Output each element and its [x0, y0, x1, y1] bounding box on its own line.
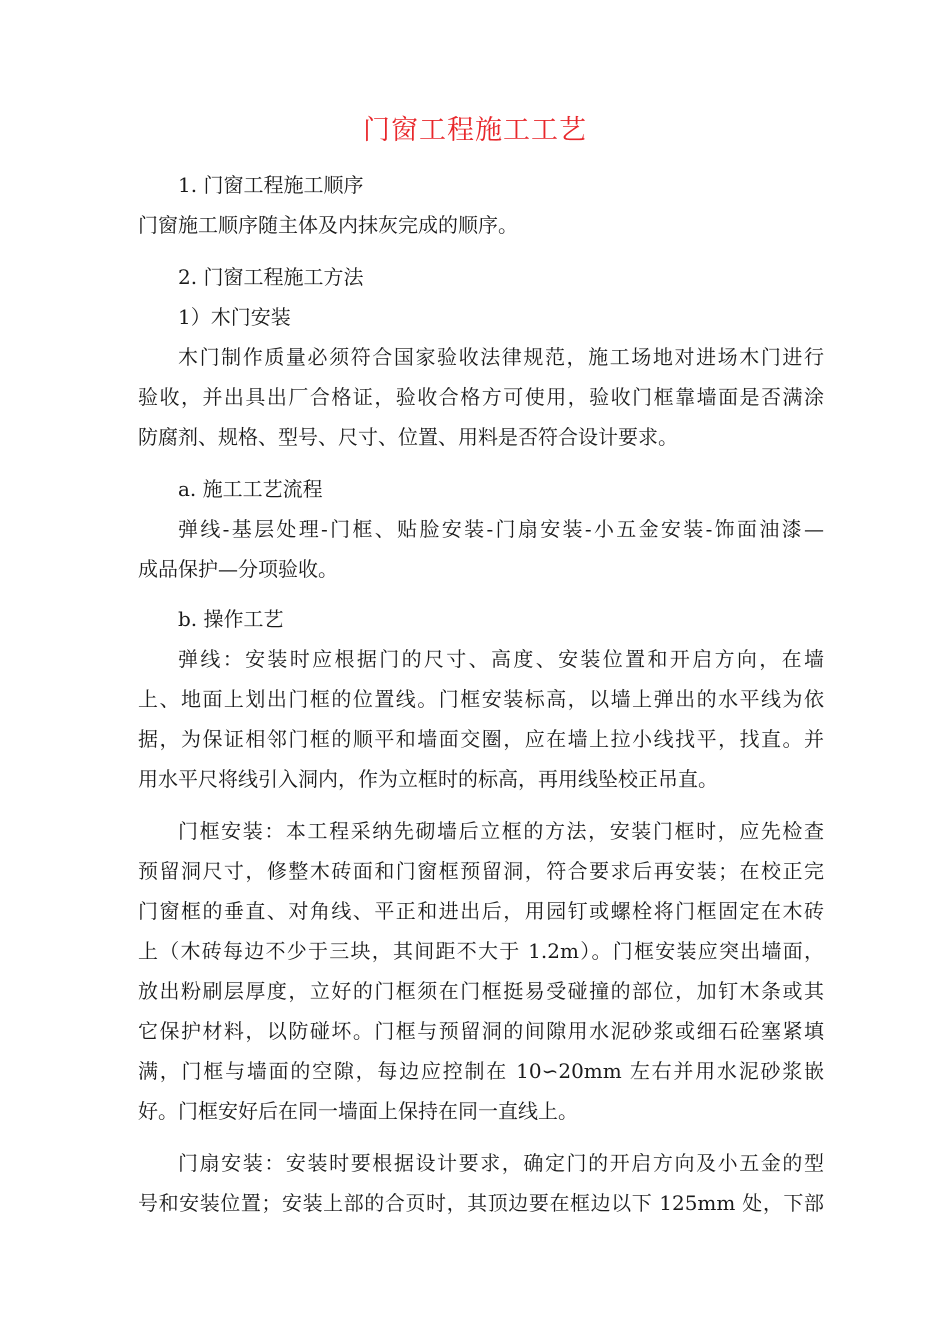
- paragraph-line: 木门制作质量必须符合国家验收法律规范，施工场地对进场木门进行: [178, 345, 824, 369]
- paragraph-line: 门扇安装：安装时要根据设计要求，确定门的开启方向及小五金的型: [178, 1151, 824, 1175]
- section-2-heading: 2. 门窗工程施工方法: [178, 265, 364, 289]
- paragraph-line: 弹线：安装时应根据门的尺寸、高度、安装位置和开启方向，在墙: [178, 647, 824, 671]
- section-1-text: 门窗施工顺序随主体及内抹灰完成的顺序。: [138, 213, 518, 237]
- subsection-wood-door: 1）木门安装: [178, 305, 291, 329]
- paragraph-line: 门框安装：本工程采纳先砌墙后立框的方法，安装门框时，应先检查: [178, 819, 824, 843]
- paragraph-line: 号和安装位置；安装上部的合页时，其顶边要在框边以下 125mm 处，下部: [138, 1191, 824, 1215]
- paragraph-line: 门窗框的垂直、对角线、平正和进出后，用园钉或螺栓将门框固定在木砖: [138, 899, 824, 923]
- item-b-heading: b. 操作工艺: [178, 607, 284, 631]
- paragraph-line: 放出粉刷层厚度，立好的门框须在门框挺易受碰撞的部位，加钉木条或其: [138, 979, 824, 1003]
- paragraph-line: 用水平尺将线引入洞内，作为立框时的标高，再用线坠校正吊直。: [138, 767, 718, 791]
- paragraph-line: 成品保护—分项验收。: [138, 557, 338, 581]
- page-title: 门窗工程施工工艺: [363, 115, 587, 146]
- section-1-heading: 1. 门窗工程施工顺序: [178, 173, 364, 197]
- paragraph-line: 防腐剂、规格、型号、尺寸、位置、用料是否符合设计要求。: [138, 425, 678, 449]
- paragraph-line: 它保护材料，以防碰坏。门框与预留洞的间隙用水泥砂浆或细石砼塞紧填: [138, 1019, 824, 1043]
- paragraph-line: 预留洞尺寸，修整木砖面和门窗框预留洞，符合要求后再安装；在校正完: [138, 859, 824, 883]
- paragraph-line: 上、地面上划出门框的位置线。门框安装标高，以墙上弹出的水平线为依: [138, 687, 824, 711]
- paragraph-line: 据，为保证相邻门框的顺平和墙面交圈，应在墙上拉小线找平，找直。并: [138, 727, 824, 751]
- paragraph-line: 弹线-基层处理-门框、贴脸安装-门扇安装-小五金安装-饰面油漆—: [178, 517, 824, 541]
- paragraph-line: 满，门框与墙面的空隙，每边应控制在 10∽20mm 左右并用水泥砂浆嵌: [138, 1059, 824, 1083]
- paragraph-line: 验收，并出具出厂合格证，验收合格方可使用，验收门框靠墙面是否满涂: [138, 385, 824, 409]
- paragraph-line: 好。门框安好后在同一墙面上保持在同一直线上。: [138, 1099, 578, 1123]
- paragraph-line: 上（木砖每边不少于三块，其间距不大于 1.2m）。门框安装应突出墙面，: [138, 939, 824, 963]
- item-a-heading: a. 施工工艺流程: [178, 477, 323, 501]
